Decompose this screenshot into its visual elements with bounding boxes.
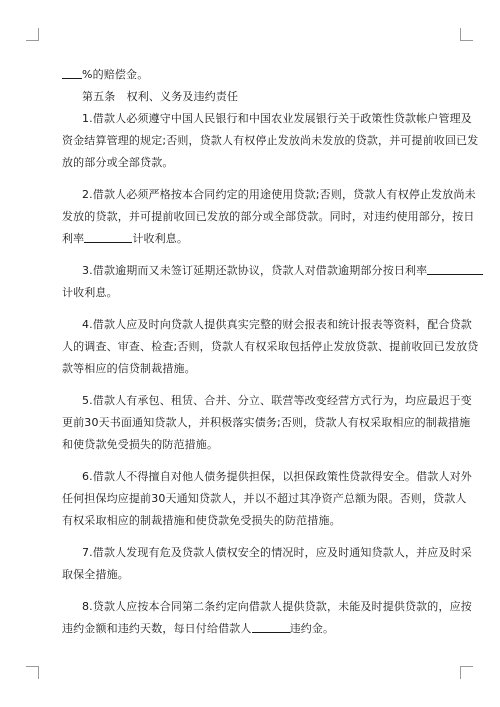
- clause-line: 1.借款人必须遵守中国人民银行和中国农业发展银行关于政策性贷款帐户管理及: [82, 112, 472, 125]
- clause-line: 5.借款人有承包、租赁、合并、分立、联营等改变经营方式行为，均应最迟于变: [82, 394, 472, 407]
- clause-line: 3.借款逾期而又未签订延期还款协议，贷款人对借款逾期部分按日利率: [62, 260, 442, 282]
- article-heading: 第五条 权利、义务及违约责任: [82, 90, 239, 103]
- clause-line: 款等相应的信贷制裁措施。: [62, 362, 196, 375]
- crop-mark-top-right: [460, 28, 473, 41]
- clause-line: 8.贷款人应按本合同第二条约定向借款人提供贷款，未能及时提供贷款的，应按: [82, 600, 472, 613]
- clause-line: 更前30天书面通知贷款人，并积极落实债务;否则，贷款人有权采取相应的制裁措施: [62, 416, 471, 429]
- clause-line: 有权采取相应的制裁措施和使贷款免受损失的防范措施。: [62, 514, 341, 527]
- clause-line: 发放的贷款，并可提前收回已发放的部分或全部贷款。同时，对违约使用部分，按日: [62, 210, 475, 223]
- clause-line: 4.借款人应及时向贷款人提供真实完整的财会报表和统计报表等资料，配合贷款: [82, 318, 472, 331]
- crop-mark-bottom-left: [26, 666, 39, 679]
- clause-line: 资金结算管理的规定;否则，贷款人有权停止发放尚未发放的贷款，并可提前收回已发: [62, 134, 479, 147]
- clause-line: 2.借款人必须严格按本合同约定的用途使用贷款;否则，贷款人有权停止发放尚未: [82, 188, 476, 201]
- crop-mark-top-left: [26, 28, 39, 41]
- fill-in-blank: [427, 262, 483, 275]
- text-line: %的赔偿金。: [62, 64, 442, 86]
- clause-line: 违约金额和违约天数，每日付给借款人 违约金。: [62, 622, 335, 635]
- clause-line: 利率 计收利息。: [62, 232, 189, 245]
- clause-line: 6.借款人不得擅自对他人债务提供担保，以担保政策性贷款得安全。借款人对外: [82, 470, 472, 483]
- clause-line: 人的调查、审查、检查;否则，贷款人有权采取包括停止发放贷款、提前收回已发放贷: [62, 340, 479, 353]
- clause-line: 放的部分或全部贷款。: [62, 156, 174, 169]
- clause-line: 和使贷款免受损失的防范措施。: [62, 438, 219, 451]
- fill-in-blank: [84, 230, 132, 243]
- clause-line: 7.借款人发现有危及贷款人债权安全的情况时，应及时通知贷款人，并应及时采: [82, 546, 472, 559]
- clause-line: 任何担保均应提前30天通知贷款人，并以不超过其净资产总额为限。否则，贷款人: [62, 492, 467, 505]
- fill-in-blank: [62, 66, 82, 79]
- clause-line: 取保全措施。: [62, 568, 129, 581]
- document-body: [62, 64, 479, 640]
- fill-in-blank: [252, 620, 290, 633]
- crop-mark-bottom-right: [460, 666, 473, 679]
- clause-line: 计收利息。: [62, 286, 118, 299]
